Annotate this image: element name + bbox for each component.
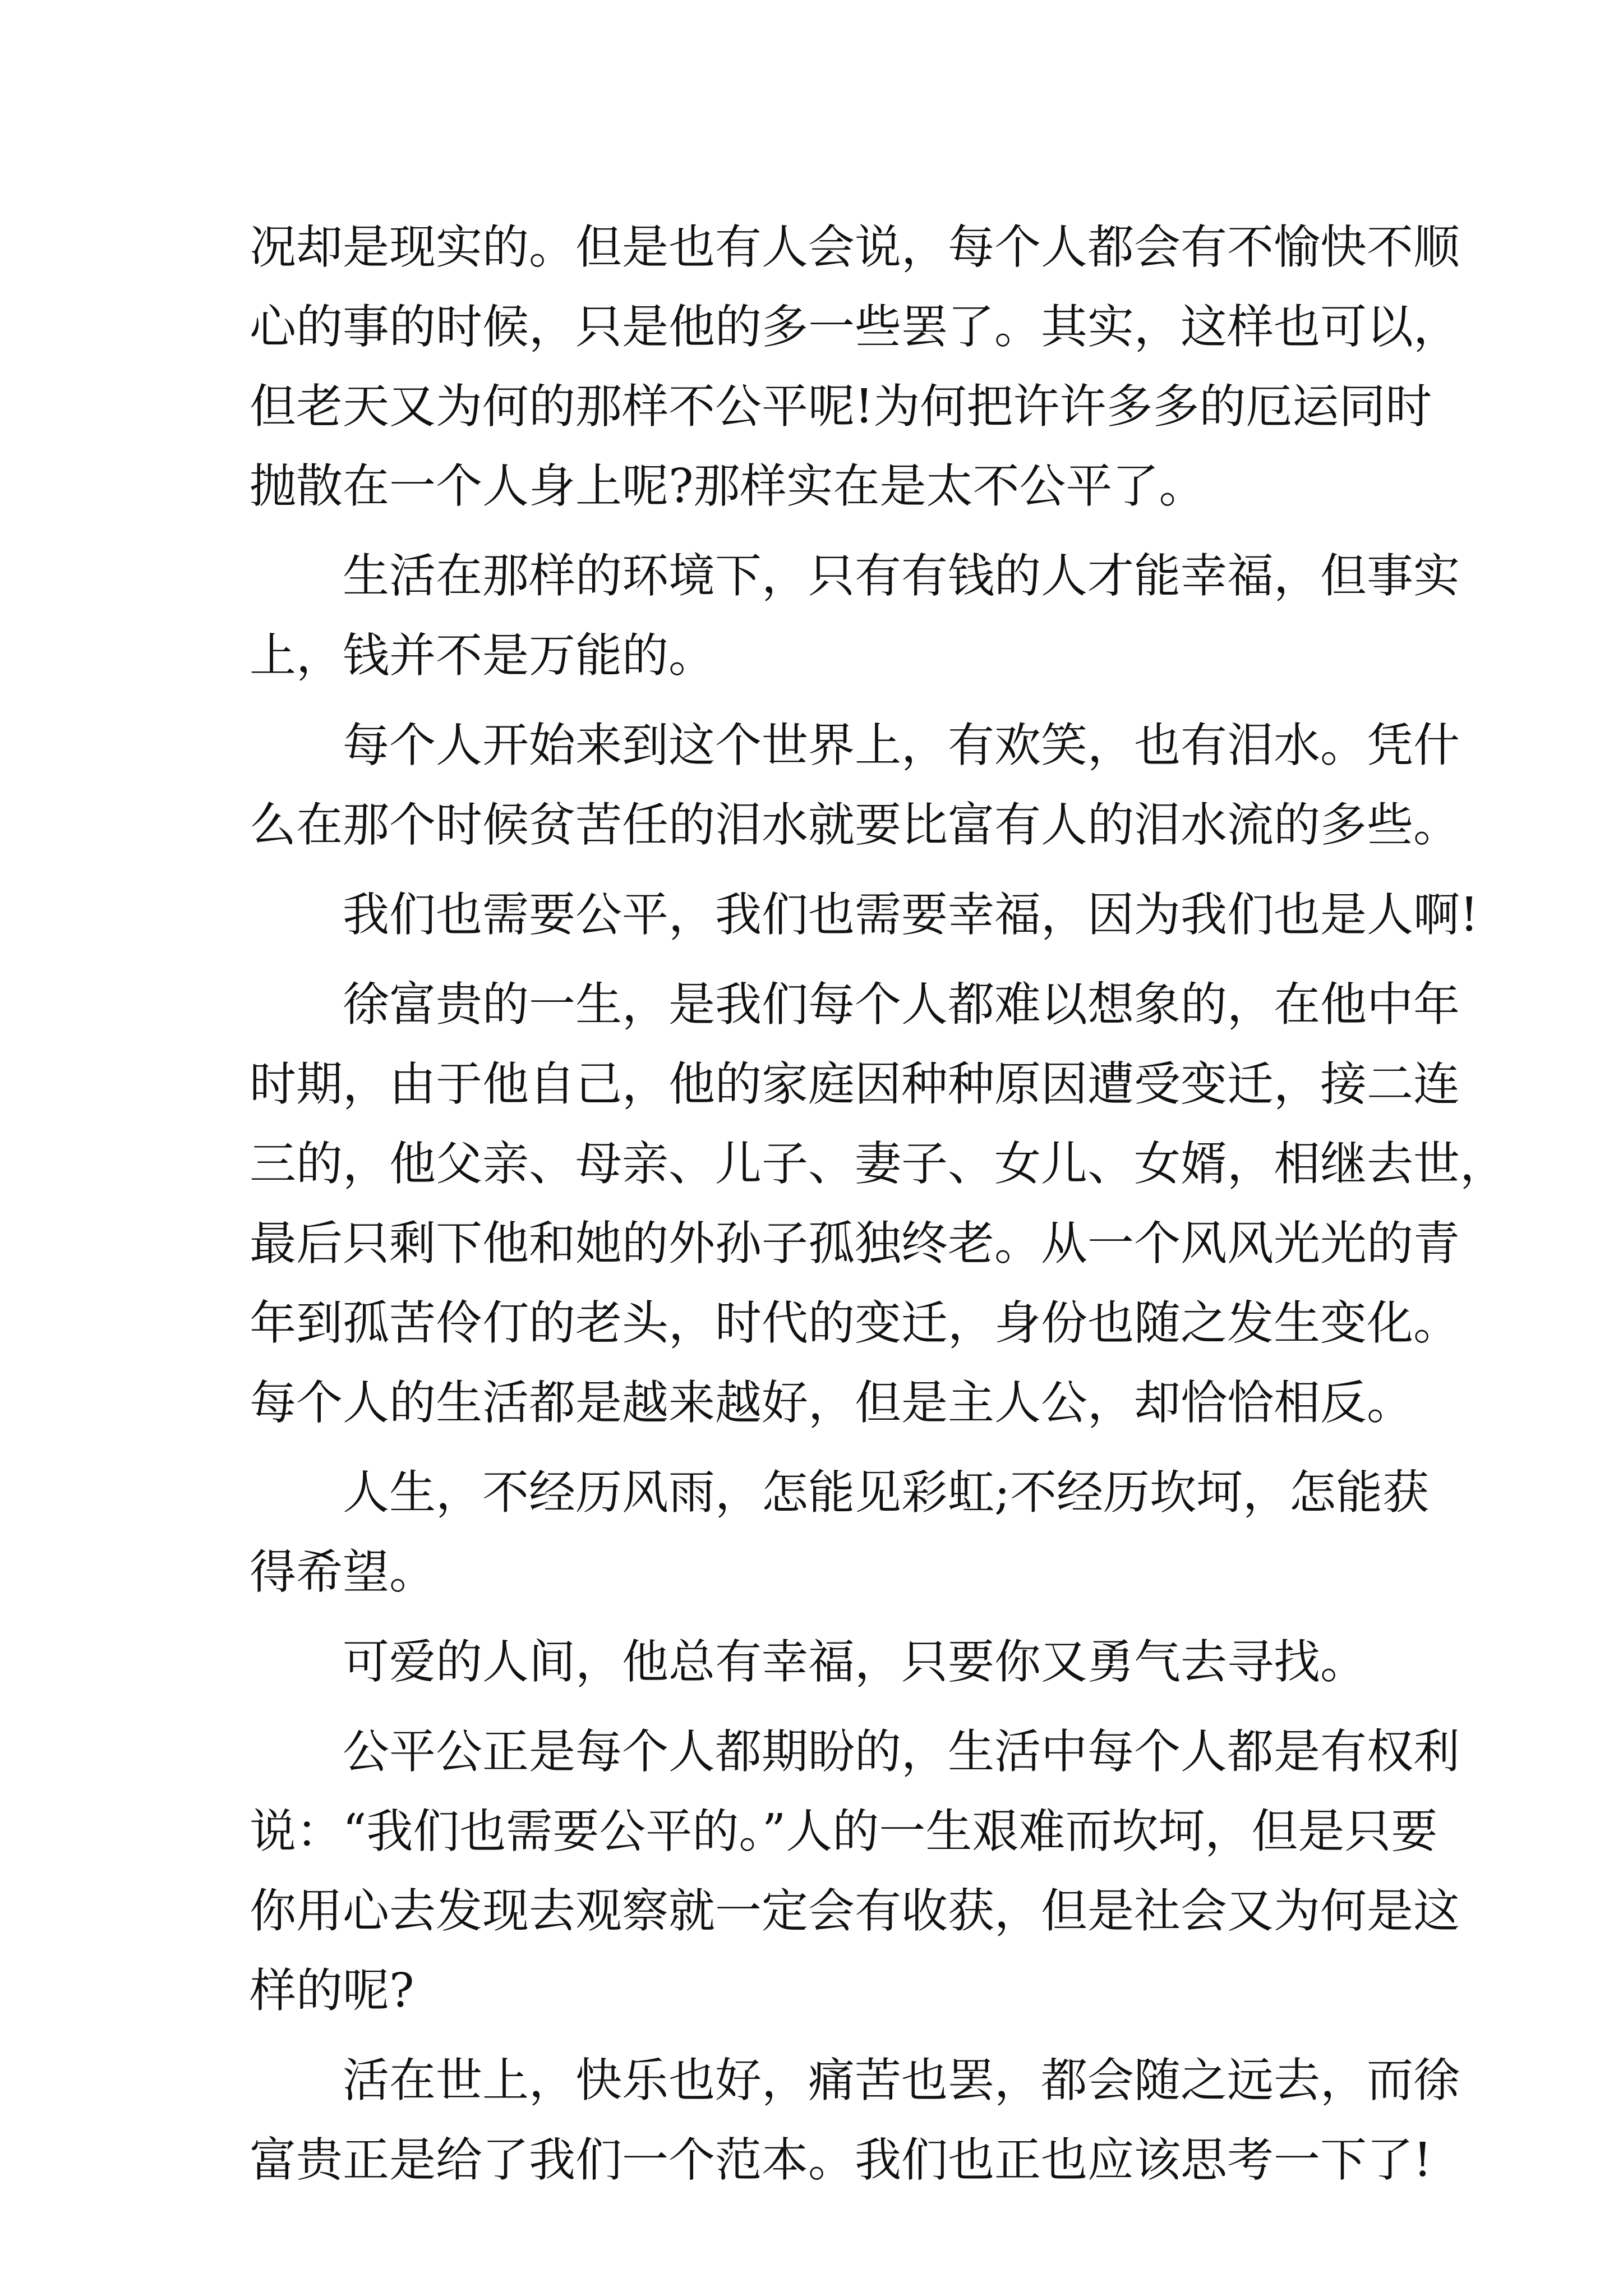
text-line: 活在世上，快乐也好，痛苦也罢，都会随之远去，而徐 — [343, 2053, 1460, 2108]
text-line: 三的，他父亲、母亲、儿子、妻子、女儿、女婿，相继去世， — [250, 1137, 1506, 1191]
text-line: 年到孤苦伶仃的老头，时代的变迁，身份也随之发生变化。 — [250, 1296, 1460, 1350]
text-line: 每个人开始来到这个世界上，有欢笑，也有泪水。凭什 — [343, 718, 1460, 772]
paragraph — [250, 1622, 1377, 1702]
text-line: 但老天又为何的那样不公平呢!为何把许许多多的厄运同时 — [250, 379, 1432, 434]
paragraph-gap — [250, 1443, 1377, 1453]
paragraph-gap — [250, 1702, 1377, 1712]
text-line: 上，钱并不是万能的。 — [250, 628, 715, 683]
text-line: 抛散在一个人身上呢?那样实在是太不公平了。 — [250, 459, 1206, 513]
paragraph-gap — [250, 865, 1377, 875]
text-line: 徐富贵的一生，是我们每个人都难以想象的，在他中年 — [343, 977, 1460, 1032]
paragraph — [250, 875, 1479, 955]
text-line: 我们也需要公平，我们也需要幸福，因为我们也是人啊! — [343, 887, 1479, 942]
text-line: 得希望。 — [250, 1545, 436, 1599]
paragraph-gap — [250, 955, 1377, 965]
text-line: 最后只剩下他和她的外孙子孤独终老。从一个风风光光的青 — [250, 1216, 1460, 1271]
text-line: 心的事的时候，只是他的多一些罢了。其实，这样也可以， — [250, 300, 1460, 354]
paragraph-gap — [250, 1612, 1377, 1622]
paragraph — [250, 2041, 1460, 2200]
text-line: 可爱的人间，他总有幸福，只要你又勇气去寻找。 — [343, 1635, 1367, 1689]
paragraph — [250, 965, 1506, 1443]
paragraph — [250, 1453, 1429, 1612]
text-line: 样的呢? — [250, 1963, 414, 2018]
text-line: 时期，由于他自己，他的家庭因种种原因遭受变迁，接二连 — [250, 1057, 1460, 1111]
paragraph — [250, 1712, 1460, 2031]
text-line: 每个人的生活都是越来越好，但是主人公，却恰恰相反。 — [250, 1375, 1413, 1430]
text-line: 富贵正是给了我们一个范本。我们也正也应该思考一下了! — [250, 2133, 1432, 2187]
paragraph — [250, 706, 1460, 865]
document-body — [250, 208, 1506, 2200]
text-line: 人生，不经历风雨，怎能见彩虹;不经历坎坷，怎能获 — [343, 1465, 1429, 1520]
paragraph — [250, 208, 1460, 526]
paragraph-gap — [250, 696, 1377, 706]
text-line: 你用心去发现去观察就一定会有收获，但是社会又为何是这 — [250, 1884, 1460, 1938]
paragraph-gap — [250, 2031, 1377, 2041]
text-line: 么在那个时候贫苦任的泪水就要比富有人的泪水流的多些。 — [250, 798, 1460, 852]
text-line: 生活在那样的环境下，只有有钱的人才能幸福，但事实 — [343, 549, 1460, 603]
text-line: 公平公正是每个人都期盼的，生活中每个人都是有权利 — [343, 1724, 1460, 1779]
text-line: 况却是现实的。但是也有人会说，每个人都会有不愉快不顺 — [250, 220, 1460, 274]
paragraph — [250, 536, 1460, 696]
paragraph-gap — [250, 526, 1377, 536]
text-line: 说：“我们也需要公平的。”人的一生艰难而坎坷，但是只要 — [250, 1804, 1438, 1858]
